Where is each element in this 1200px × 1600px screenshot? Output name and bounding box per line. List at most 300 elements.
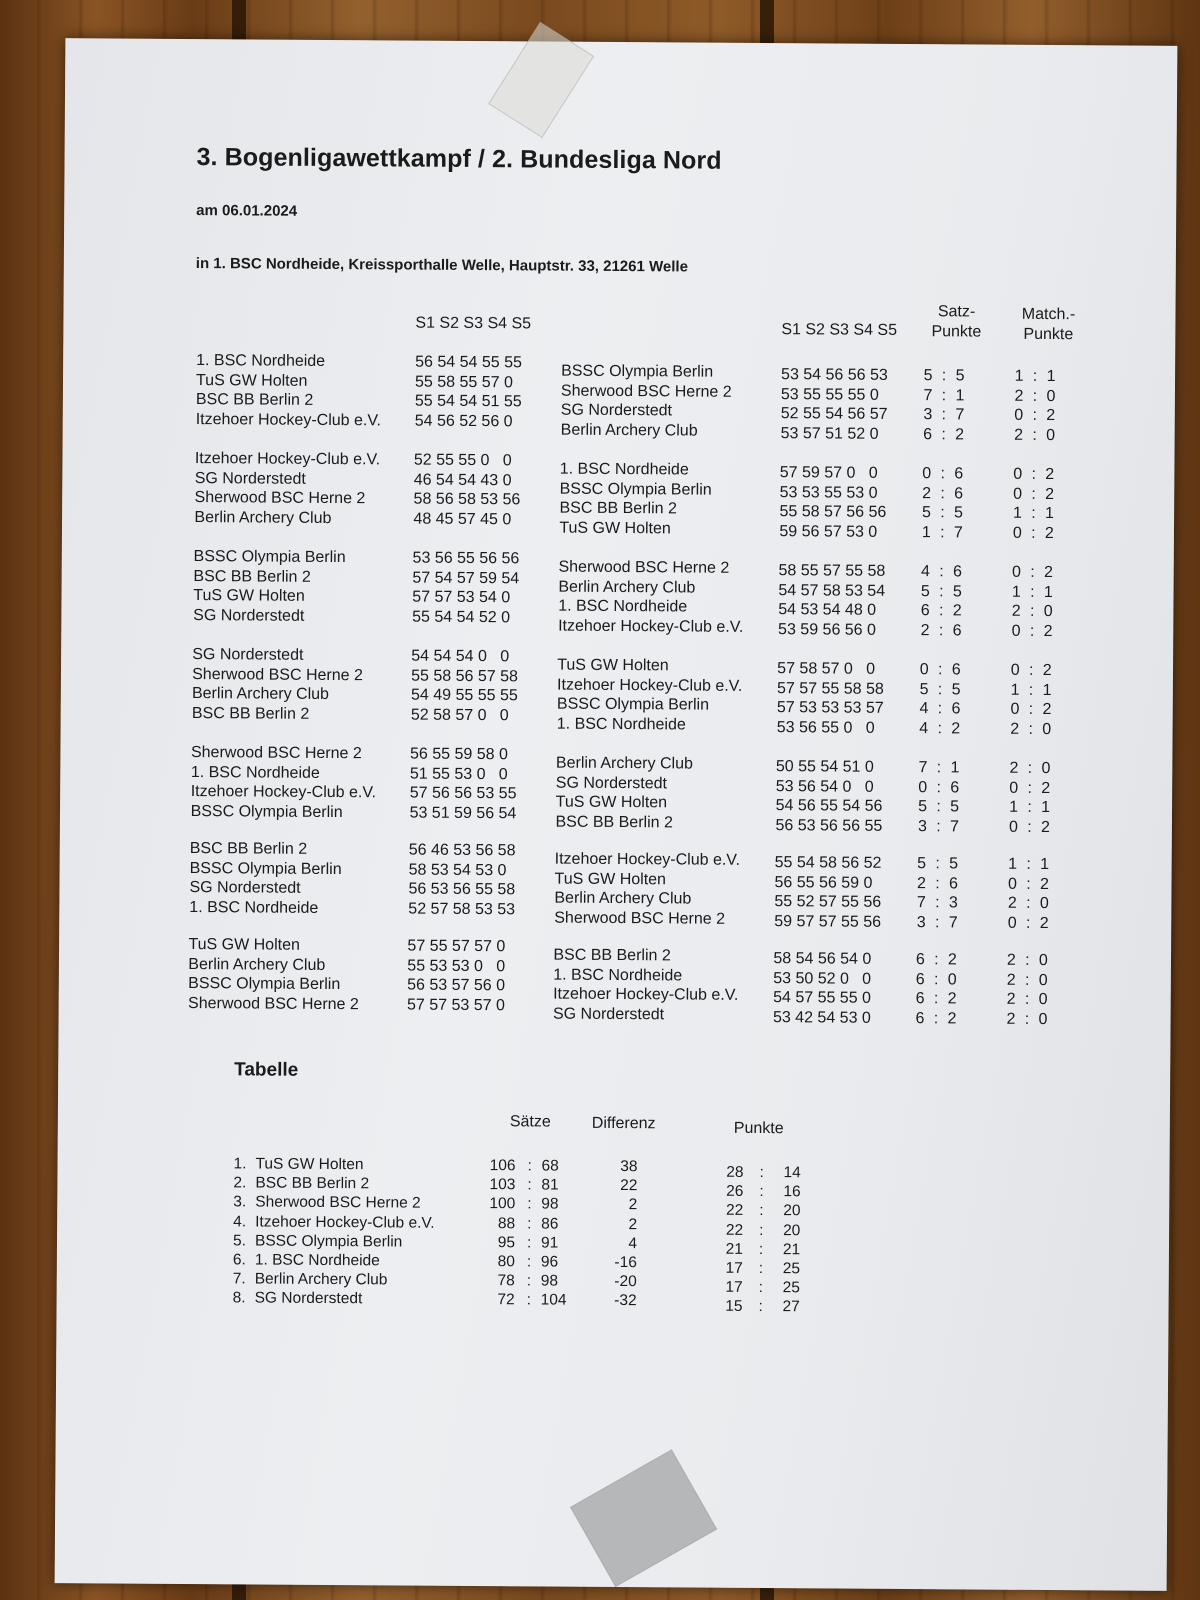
team-b-scores: 54 57 58 53 54 xyxy=(778,581,886,600)
team-b-scores: 57 53 53 53 57 xyxy=(776,699,884,718)
satzpunkte-b: 0 xyxy=(947,970,957,988)
standings-col-punkte: Punkte xyxy=(733,1119,784,1138)
separator: : xyxy=(939,582,944,600)
team-a-scores: 57 55 57 57 0 xyxy=(407,937,506,956)
separator: : xyxy=(941,426,946,444)
satzpunkte-value xyxy=(915,699,965,719)
matchpunkte-header-line1: Match.- xyxy=(1021,305,1076,324)
matchpunkte-header xyxy=(1008,305,1088,346)
team-a-name: Sherwood BSC Herne 2 xyxy=(188,994,359,1014)
satzpunkte-value xyxy=(919,366,969,386)
satzpunkte-b: 7 xyxy=(948,914,958,932)
satzpunkte-a: 0 xyxy=(919,661,929,679)
separator: : xyxy=(939,563,944,581)
separator: : xyxy=(1031,524,1036,542)
standings-col-saetze: Sätze xyxy=(509,1113,551,1131)
separator: : xyxy=(1028,661,1034,679)
team-a-scores: 58 53 54 53 0 xyxy=(408,861,507,879)
team-b-name: Sherwood BSC Herne 2 xyxy=(558,558,730,577)
team-b-scores: 55 58 57 56 56 xyxy=(779,503,887,522)
team-a-name: BSC BB Berlin 2 xyxy=(193,567,311,586)
matchpunkte-a: 0 xyxy=(1013,485,1023,503)
team-b-name: TuS GW Holten xyxy=(559,519,671,538)
team-a-scores: 57 54 57 59 54 xyxy=(412,569,520,587)
team-b-name: BSSC Olympia Berlin xyxy=(556,695,710,714)
matchpunkte-b: 2 xyxy=(1041,818,1051,836)
team-a-scores: 55 58 56 57 58 xyxy=(411,667,518,685)
matchpunkte-b: 2 xyxy=(1042,701,1052,719)
team-a-name: 1. BSC Nordheide xyxy=(189,898,319,917)
standings-sets-lost: 81 xyxy=(541,1176,559,1194)
printed-sheet xyxy=(55,38,1178,1591)
satzpunkte-b: 6 xyxy=(949,874,959,892)
matchpunkte-value xyxy=(1010,426,1060,446)
team-a-scores: 54 54 54 0 0 xyxy=(411,647,510,666)
team-b-name: TuS GW Holten xyxy=(554,870,667,888)
separator: : xyxy=(1030,563,1035,581)
team-a-scores: 52 55 55 0 0 xyxy=(413,451,512,470)
matchpunkte-a: 2 xyxy=(1007,894,1017,912)
matchpunkte-a: 1 xyxy=(1014,367,1024,385)
team-a-name: SG Norderstedt xyxy=(194,469,306,488)
satzpunkte-b: 6 xyxy=(952,563,963,581)
satzpunkte-b: 6 xyxy=(954,484,964,503)
satzpunkte-a: 5 xyxy=(921,504,932,522)
matchpunkte-a: 0 xyxy=(1012,524,1022,542)
separator: : xyxy=(940,504,945,522)
satzpunkte-b: 7 xyxy=(955,406,965,424)
matchpunkte-a: 1 xyxy=(1012,504,1023,523)
satzpunkte-value xyxy=(911,970,961,990)
matchpunkte-value xyxy=(1009,465,1059,485)
standings-rank: 7. xyxy=(232,1270,246,1288)
team-a-name: TuS GW Holten xyxy=(195,371,308,390)
satzpunkte-b: 5 xyxy=(950,798,960,816)
standings-team: TuS GW Holten xyxy=(255,1155,364,1174)
team-a-scores: 48 45 57 45 0 xyxy=(413,510,512,529)
standings-pts-b: 20 xyxy=(783,1202,801,1220)
matchpunkte-value xyxy=(1006,661,1056,681)
separator: : xyxy=(940,484,945,502)
standings-diff: 38 xyxy=(620,1158,638,1176)
adhesive-tape xyxy=(570,1449,717,1587)
matchpunkte-a: 0 xyxy=(1009,818,1019,836)
matchpunkte-value xyxy=(1006,720,1056,740)
separator: : xyxy=(1030,583,1035,601)
separator: : xyxy=(1032,387,1038,405)
satzpunkte-value xyxy=(914,797,964,817)
standings-pts-separator: : xyxy=(759,1221,764,1239)
matchpunkte-b: 2 xyxy=(1045,485,1055,503)
separator: : xyxy=(935,855,940,873)
standings-team: Berlin Archery Club xyxy=(254,1270,388,1289)
team-b-scores: 53 57 51 52 0 xyxy=(780,424,879,443)
matchpunkte-b: 2 xyxy=(1044,524,1054,542)
satzpunkte-value xyxy=(917,503,967,523)
matchpunkte-value xyxy=(1006,700,1056,720)
matchpunkte-value xyxy=(1007,563,1057,583)
team-b-scores: 56 53 56 56 55 xyxy=(775,816,883,835)
matchpunkte-a: 0 xyxy=(1010,661,1020,679)
matchpunkte-a: 2 xyxy=(1014,387,1024,405)
matchpunkte-b: 2 xyxy=(1043,622,1053,640)
matchpunkte-b: 0 xyxy=(1039,895,1049,913)
matchpunkte-b: 0 xyxy=(1038,1010,1048,1028)
matchpunkte-value xyxy=(1007,622,1057,642)
standings-pts-b: 25 xyxy=(782,1260,801,1278)
satzpunkte-a: 7 xyxy=(923,386,933,404)
separator: : xyxy=(1032,407,1038,425)
team-a-name: Sherwood BSC Herne 2 xyxy=(190,744,362,763)
matchpunkte-a: 2 xyxy=(1010,720,1020,738)
satzpunkte-b: 6 xyxy=(951,700,961,718)
standings-sets-won: 78 xyxy=(497,1272,515,1290)
matchpunkte-value xyxy=(1005,778,1055,798)
team-a-name: BSC BB Berlin 2 xyxy=(189,840,308,858)
matchpunkte-value xyxy=(1004,818,1054,838)
separator: : xyxy=(1032,367,1038,385)
team-a-scores: 54 56 52 56 0 xyxy=(414,412,513,431)
satzpunkte-a: 2 xyxy=(922,484,932,502)
standings-pts-b: 25 xyxy=(782,1279,801,1297)
team-b-name: BSSC Olympia Berlin xyxy=(559,480,712,499)
standings-sets-won: 95 xyxy=(497,1233,516,1252)
satzpunkte-header-line2: Punkte xyxy=(931,323,982,341)
satzpunkte-a: 7 xyxy=(916,894,926,912)
satzpunkte-b: 6 xyxy=(954,465,964,483)
standings-pts-separator: : xyxy=(758,1240,764,1258)
separator: : xyxy=(1031,505,1036,523)
team-b-scores: 54 57 55 55 0 xyxy=(773,989,872,1007)
satzpunkte-value xyxy=(919,386,969,406)
team-b-name: 1. BSC Nordheide xyxy=(559,460,689,479)
separator: : xyxy=(933,970,939,988)
matchpunkte-a: 2 xyxy=(1006,971,1016,989)
satzpunkte-a: 4 xyxy=(919,700,929,718)
standings-sets-separator: : xyxy=(526,1291,531,1309)
matchpunkte-a: 0 xyxy=(1011,563,1022,581)
team-b-scores: 52 55 54 56 57 xyxy=(780,405,888,424)
standings-rank: 2. xyxy=(233,1174,247,1192)
standings-diff: 4 xyxy=(628,1234,638,1252)
standings-pts-b: 16 xyxy=(783,1183,801,1201)
team-b-name: 1. BSC Nordheide xyxy=(556,715,686,734)
team-a-name: BSC BB Berlin 2 xyxy=(195,391,314,410)
team-b-scores: 53 55 55 55 0 xyxy=(780,385,879,404)
separator: : xyxy=(1028,701,1034,719)
satzpunkte-a: 6 xyxy=(915,990,925,1008)
standings-pts-separator: : xyxy=(758,1298,763,1316)
team-a-scores: 52 58 57 0 0 xyxy=(410,706,509,725)
separator: : xyxy=(940,465,946,483)
separator: : xyxy=(937,680,943,698)
satzpunkte-value xyxy=(914,758,964,778)
team-a-scores: 55 53 53 0 0 xyxy=(407,957,506,975)
team-a-scores: 56 55 59 58 0 xyxy=(409,745,508,764)
team-b-name: 1. BSC Nordheide xyxy=(553,966,683,985)
team-b-scores: 53 56 55 0 0 xyxy=(776,718,875,737)
matchpunkte-value xyxy=(1002,951,1052,971)
standings-sets-lost: 86 xyxy=(541,1215,559,1233)
team-a-scores: 46 54 54 43 0 xyxy=(413,471,512,489)
satzpunkte-b: 7 xyxy=(953,524,963,542)
team-a-scores: 53 56 55 56 56 xyxy=(412,549,520,568)
matchpunkte-value xyxy=(1004,855,1054,875)
standings-sets-separator: : xyxy=(527,1157,532,1175)
team-b-name: Berlin Archery Club xyxy=(558,578,696,597)
matchpunkte-value xyxy=(1005,798,1055,818)
separator: : xyxy=(934,951,939,969)
matchpunkte-value xyxy=(1002,990,1052,1010)
matchpunkte-value xyxy=(1007,582,1057,602)
team-a-name: TuS GW Holten xyxy=(193,587,305,606)
satzpunkte-b: 5 xyxy=(955,367,965,385)
standings-sets-separator: : xyxy=(527,1176,532,1194)
team-b-scores: 55 52 57 55 56 xyxy=(774,893,882,912)
separator: : xyxy=(1029,622,1035,640)
team-a-name: BSSC Olympia Berlin xyxy=(189,859,342,878)
team-b-scores: 57 57 55 58 58 xyxy=(777,679,884,698)
satzpunkte-b: 5 xyxy=(952,582,962,601)
matchpunkte-b: 2 xyxy=(1039,914,1049,932)
standings-diff: -20 xyxy=(614,1273,637,1291)
separator: : xyxy=(936,798,941,816)
separator: : xyxy=(1027,779,1033,797)
matchpunkte-a: 0 xyxy=(1010,700,1020,719)
satzpunkte-value xyxy=(916,621,966,641)
satzpunkte-a: 3 xyxy=(916,913,926,931)
team-b-name: BSC BB Berlin 2 xyxy=(553,946,671,965)
separator: : xyxy=(1031,465,1037,483)
matchpunkte-b: 1 xyxy=(1046,367,1056,386)
separator: : xyxy=(941,406,947,424)
satzpunkte-a: 6 xyxy=(920,602,930,620)
standings-sets-won: 103 xyxy=(489,1176,516,1194)
satzpunkte-b: 5 xyxy=(949,855,959,873)
standings-team: BSC BB Berlin 2 xyxy=(255,1174,370,1193)
matchpunkte-a: 2 xyxy=(1009,759,1019,777)
team-a-name: BSSC Olympia Berlin xyxy=(188,975,341,994)
satzpunkte-value xyxy=(916,562,966,582)
satzpunkte-a: 4 xyxy=(919,719,929,737)
event-date: am 06.01.2024 xyxy=(196,202,298,220)
separator: : xyxy=(1026,875,1031,893)
team-b-name: BSC BB Berlin 2 xyxy=(555,813,673,832)
satzpunkte-b: 2 xyxy=(947,1010,957,1028)
satzpunkte-a: 3 xyxy=(923,406,933,424)
team-a-name: BSSC Olympia Berlin xyxy=(193,548,346,567)
standings-rank: 6. xyxy=(232,1251,246,1269)
standings-pts-b: 27 xyxy=(782,1298,800,1316)
separator: : xyxy=(938,602,944,620)
separator: : xyxy=(1024,971,1030,989)
standings-pts-a: 28 xyxy=(726,1163,744,1181)
satzpunkte-value xyxy=(915,660,965,680)
standings-pts-a: 22 xyxy=(725,1221,744,1239)
standings-pts-separator: : xyxy=(759,1183,764,1201)
separator: : xyxy=(938,622,944,640)
team-b-scores: 53 42 54 53 0 xyxy=(772,1008,871,1027)
team-b-name: Berlin Archery Club xyxy=(560,421,698,440)
satzpunkte-b: 1 xyxy=(955,386,965,405)
separator: : xyxy=(1031,485,1036,503)
separator: : xyxy=(940,524,945,542)
satzpunkte-a: 5 xyxy=(918,798,928,816)
separator: : xyxy=(1027,759,1033,777)
satzpunkte-value xyxy=(913,817,963,837)
matchpunkte-value xyxy=(1008,504,1058,524)
separator: : xyxy=(1027,818,1032,836)
satzpunkte-a: 5 xyxy=(923,367,933,385)
matchpunkte-b: 1 xyxy=(1043,583,1053,601)
separator: : xyxy=(1032,426,1037,444)
team-a-name: 1. BSC Nordheide xyxy=(196,352,326,370)
team-b-name: Itzehoer Hockey-Club e.V. xyxy=(553,985,739,1005)
standings-diff: 2 xyxy=(628,1215,638,1233)
satzpunkte-value xyxy=(919,405,969,425)
matchpunkte-b: 1 xyxy=(1042,681,1052,699)
satzpunkte-b: 6 xyxy=(950,778,960,796)
matchpunkte-b: 0 xyxy=(1041,759,1051,778)
satzpunkte-value xyxy=(914,778,964,798)
matchpunkte-value xyxy=(1003,874,1053,894)
matchpunkte-value xyxy=(1010,406,1060,426)
standings-team: BSSC Olympia Berlin xyxy=(254,1232,403,1251)
team-a-name: Itzehoer Hockey-Club e.V. xyxy=(195,410,382,430)
matchpunkte-a: 2 xyxy=(1014,426,1024,444)
adhesive-tape xyxy=(488,22,594,138)
satzpunkte-b: 6 xyxy=(952,622,962,640)
team-a-name: TuS GW Holten xyxy=(188,936,300,954)
team-a-name: BSSC Olympia Berlin xyxy=(190,802,343,821)
matchpunkte-header-line2: Punkte xyxy=(1023,325,1074,344)
matchpunkte-value xyxy=(1010,386,1060,406)
satzpunkte-value xyxy=(915,680,965,700)
satzpunkte-value xyxy=(918,464,968,484)
team-b-scores: 53 50 52 0 0 xyxy=(773,969,872,988)
satzpunkte-value xyxy=(911,1009,961,1029)
satzpunkte-value xyxy=(915,719,965,739)
matchpunkte-a: 2 xyxy=(1006,1010,1016,1028)
standings-pts-a: 21 xyxy=(725,1240,744,1258)
team-b-scores: 53 54 56 56 53 xyxy=(781,366,888,384)
separator: : xyxy=(936,759,942,777)
team-a-scores: 55 54 54 51 55 xyxy=(414,392,522,411)
team-a-name: Itzehoer Hockey-Club e.V. xyxy=(190,783,377,802)
team-b-name: Berlin Archery Club xyxy=(554,889,692,908)
team-b-scores: 56 55 56 59 0 xyxy=(774,873,873,892)
separator: : xyxy=(1029,603,1035,621)
separator: : xyxy=(941,386,947,404)
standings-pts-b: 21 xyxy=(782,1240,801,1259)
satzpunkte-value xyxy=(912,893,962,913)
separator: : xyxy=(933,1010,939,1028)
satzpunkte-value xyxy=(911,950,961,970)
team-a-scores: 56 53 56 55 58 xyxy=(408,880,516,899)
satzpunkte-a: 2 xyxy=(920,621,930,639)
satzpunkte-value xyxy=(918,484,968,504)
standings-sets-lost: 98 xyxy=(540,1272,559,1290)
team-b-scores: 55 54 58 56 52 xyxy=(774,854,882,872)
separator: : xyxy=(937,661,943,679)
team-b-name: Itzehoer Hockey-Club e.V. xyxy=(557,676,743,695)
standings-team: Itzehoer Hockey-Club e.V. xyxy=(255,1213,435,1232)
team-a-scores: 53 51 59 56 54 xyxy=(409,804,517,823)
matchpunkte-value xyxy=(1006,680,1056,700)
separator: : xyxy=(1028,681,1034,699)
satzpunkte-a: 6 xyxy=(915,970,925,988)
page-title: 3. Bogenligawettkampf / 2. Bundesliga Nord xyxy=(196,143,722,175)
matchpunkte-a: 0 xyxy=(1011,622,1021,640)
standings-diff: 22 xyxy=(620,1177,638,1195)
standings-sets-won: 88 xyxy=(497,1214,516,1232)
team-b-scores: 53 56 54 0 0 xyxy=(775,777,874,796)
standings-sets-separator: : xyxy=(527,1214,532,1233)
satzpunkte-b: 5 xyxy=(951,680,961,698)
matchpunkte-value xyxy=(1010,367,1060,387)
satzpunkte-value xyxy=(911,989,961,1009)
team-b-name: Itzehoer Hockey-Club e.V. xyxy=(558,617,744,636)
standings-pts-a: 17 xyxy=(725,1259,743,1277)
satzpunkte-b: 2 xyxy=(947,990,957,1008)
satzpunkte-value xyxy=(919,425,969,445)
satzpunkte-b: 2 xyxy=(947,951,957,969)
team-a-scores: 51 55 53 0 0 xyxy=(409,765,508,783)
matchpunkte-value xyxy=(1009,484,1059,504)
satzpunkte-value xyxy=(912,913,962,933)
satzpunkte-a: 0 xyxy=(918,778,928,796)
standings-title: Tabelle xyxy=(234,1059,299,1081)
team-a-name: Sherwood BSC Herne 2 xyxy=(192,665,363,684)
separator: : xyxy=(1025,951,1030,969)
matchpunkte-value xyxy=(1002,1009,1052,1029)
standings-rank: 3. xyxy=(233,1193,247,1211)
standings-pts-separator: : xyxy=(759,1202,764,1220)
satzpunkte-b: 3 xyxy=(948,894,958,912)
standings-sets-separator: : xyxy=(526,1253,532,1271)
standings-diff: -16 xyxy=(614,1254,637,1272)
event-venue: in 1. BSC Nordheide, Kreissporthalle Welle, Hauptstr. 33, 21261 Welle xyxy=(195,255,689,276)
matchpunkte-a: 0 xyxy=(1007,914,1017,932)
team-b-name: Itzehoer Hockey-Club e.V. xyxy=(554,850,741,869)
satzpunkte-header-line1: Satz- xyxy=(937,303,976,321)
satzpunkte-a: 6 xyxy=(923,425,933,443)
separator: : xyxy=(933,990,939,1008)
standings-diff: 2 xyxy=(628,1196,638,1214)
matchpunkte-a: 1 xyxy=(1009,798,1019,816)
team-a-scores: 58 56 58 53 56 xyxy=(413,490,521,509)
team-b-name: Berlin Archery Club xyxy=(555,754,693,773)
team-a-name: SG Norderstedt xyxy=(189,879,301,897)
matchpunkte-a: 2 xyxy=(1006,951,1016,969)
satzpunkte-value xyxy=(916,582,966,602)
team-a-name: Berlin Archery Club xyxy=(191,685,330,704)
separator: : xyxy=(935,894,940,912)
standings-diff: -32 xyxy=(614,1292,637,1310)
team-a-scores: 56 54 54 55 55 xyxy=(415,353,522,372)
satzpunkte-a: 6 xyxy=(915,951,925,969)
standings-pts-separator: : xyxy=(759,1164,764,1182)
matchpunkte-a: 0 xyxy=(1009,779,1019,797)
matchpunkte-a: 1 xyxy=(1011,583,1021,601)
matchpunkte-b: 2 xyxy=(1043,563,1054,582)
team-b-name: SG Norderstedt xyxy=(555,774,668,792)
team-b-scores: 58 54 56 54 0 xyxy=(773,950,872,968)
matchpunkte-b: 0 xyxy=(1046,387,1056,405)
satzpunkte-b: 1 xyxy=(950,759,960,777)
team-b-scores: 59 57 57 55 56 xyxy=(774,912,882,931)
satzpunkte-header xyxy=(921,302,991,342)
